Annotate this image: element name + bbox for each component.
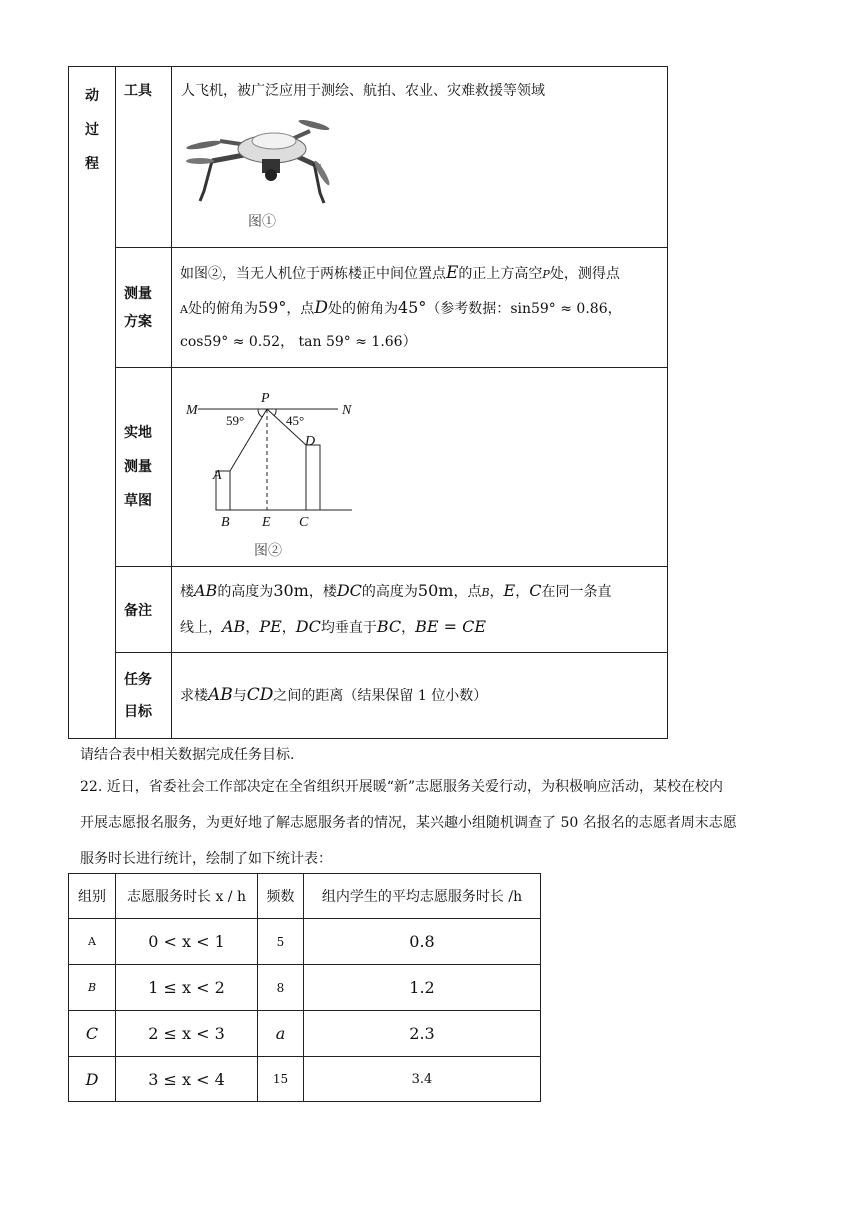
drone-image <box>182 111 332 207</box>
tool-label-cell <box>116 67 172 248</box>
label-m: M <box>186 403 198 418</box>
label-c: C <box>299 515 309 530</box>
plan-label-2: 方案 <box>124 313 152 330</box>
label-p: P <box>261 391 270 406</box>
header-group: 组别 <box>69 874 116 919</box>
section-label-char: 过 <box>85 122 99 138</box>
plan-label-1: 测量 <box>124 285 152 302</box>
table-row: B 1 ≤ x < 2 8 1.2 <box>69 965 541 1011</box>
plan-content-cell <box>172 248 668 368</box>
label-a: A <box>213 468 222 483</box>
header-duration: 志愿服务时长 x / h <box>116 874 258 919</box>
measurement-sketch <box>186 372 386 562</box>
label-n: N <box>342 403 352 418</box>
q22-line-1: 22. 近日，省委社会工作部决定在全省组织开展暖“新”志愿服务关爱行动，为积极响应活动，某校在校内 <box>80 779 724 795</box>
section-label-cell <box>69 67 116 739</box>
tool-content-cell <box>172 67 668 248</box>
plan-line-2: A处的俯角为59°，点D处的俯角为45°（参考数据：sin59° ≈ 0.86， <box>180 297 622 318</box>
figure-1-caption: 图① <box>248 214 276 230</box>
note-line-2: 线上，AB，PE，DC均垂直于BC，BE = CE <box>180 617 487 636</box>
task-table <box>68 66 668 739</box>
note-line-1: 楼AB的高度为30m，楼DC的高度为50m，点B，E，C在同一条直 <box>180 581 612 600</box>
q22-line-3: 服务时长进行统计，绘制了如下统计表： <box>80 851 332 867</box>
sketch-label-cell <box>116 368 172 567</box>
sketch-label-3: 草图 <box>124 493 152 509</box>
task-label-cell <box>116 653 172 739</box>
section-label-char: 动 <box>85 88 99 104</box>
header-frequency: 频数 <box>258 874 304 919</box>
angle-59-label: 59° <box>226 413 245 428</box>
table-header-row <box>69 874 541 919</box>
label-b: B <box>221 515 230 530</box>
tool-text: 人飞机，被广泛应用于测绘、航拍、农业、灾难救援等领域 <box>181 83 545 99</box>
statistics-table <box>68 873 541 1102</box>
angle-45-label: 45° <box>286 413 305 428</box>
header-average: 组内学生的平均志愿服务时长 /h <box>304 874 541 919</box>
section-label-char: 程 <box>85 156 99 172</box>
task-text: 求楼AB与CD之间的距离（结果保留 1 位小数） <box>180 685 488 705</box>
sketch-content-cell <box>172 368 668 567</box>
q22-line-2: 开展志愿报名服务，为更好地了解志愿服务者的情况，某兴趣小组随机调查了 50 名报名的志愿者周末志愿 <box>80 815 737 831</box>
tool-label: 工具 <box>124 83 152 99</box>
note-label-cell <box>116 567 172 653</box>
note-label: 备注 <box>124 602 152 619</box>
sketch-label-2: 测量 <box>124 459 152 475</box>
task-label-2: 目标 <box>124 703 152 720</box>
table-row: A 0 < x < 1 5 0.8 <box>69 919 541 965</box>
building-dc <box>306 445 320 510</box>
sketch-label-1: 实地 <box>124 425 152 441</box>
plan-line-1: 如图②，当无人机位于两栋楼正中间位置点E的正上方高空P处，测得点 <box>180 262 620 283</box>
figure-2-caption: 图② <box>254 543 282 559</box>
angle-arc-right <box>274 409 276 416</box>
label-e: E <box>262 515 271 530</box>
plan-line-3: cos59° ≈ 0.52， tan 59° ≈ 1.66） <box>180 333 417 350</box>
table-row: C 2 ≤ x < 3 a 2.3 <box>69 1011 541 1057</box>
angle-arc-left <box>258 409 262 417</box>
instruction-text: 请结合表中相关数据完成任务目标. <box>80 747 295 763</box>
table-row: D 3 ≤ x < 4 15 3.4 <box>69 1057 541 1102</box>
note-content-cell <box>172 567 668 653</box>
task-label-1: 任务 <box>124 671 152 688</box>
plan-label-cell <box>116 248 172 368</box>
task-content-cell <box>172 653 668 739</box>
label-d: D <box>305 434 316 449</box>
